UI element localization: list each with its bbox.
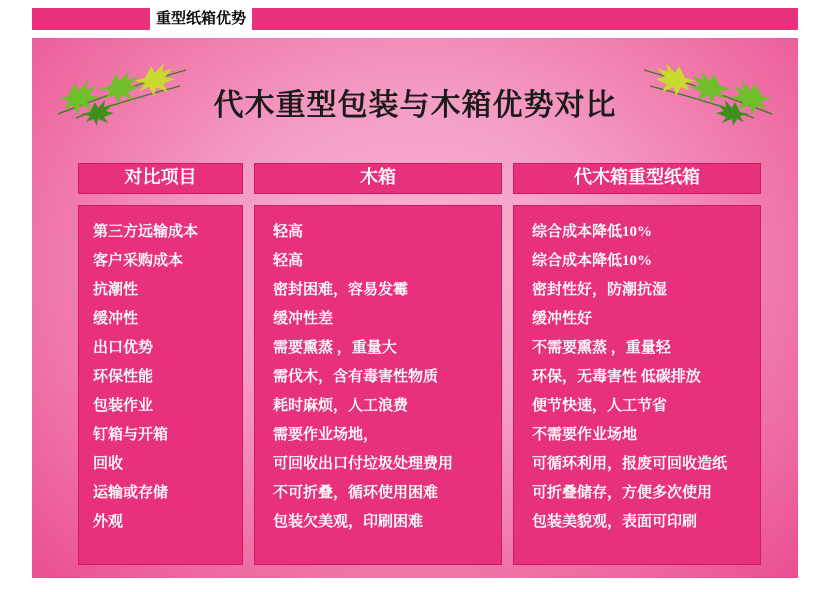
- banner-left-bar: [32, 8, 150, 30]
- column-heavy-duty-carton: [513, 163, 761, 565]
- list-item: 包装作业: [93, 397, 154, 414]
- column-body-wooden-box: [254, 205, 502, 565]
- list-item: 缓冲性好: [532, 310, 593, 327]
- list-item: 可回收出口付垃圾处理费用: [273, 455, 454, 472]
- list-item: 不需要熏蒸 ，重量轻: [532, 339, 671, 356]
- list-item: 回收: [93, 455, 124, 472]
- column-body-heavy-duty-carton: [513, 205, 761, 565]
- list-item: 需要熏蒸 ，重量大: [273, 339, 397, 356]
- banner: [32, 8, 798, 30]
- list-item: 综合成本降低10%: [532, 223, 653, 240]
- list-item: 包装欠美观，印刷困难: [273, 513, 424, 530]
- list-item: 需要作业场地，: [273, 426, 379, 443]
- list-item: 外观: [93, 513, 124, 530]
- list-item: 客户采购成本: [93, 252, 184, 269]
- column-criteria: [78, 163, 243, 565]
- list-item: 环保，无毒害性 低碳排放: [532, 368, 701, 385]
- list-item: 包装美貌观，表面可印刷: [532, 513, 698, 530]
- list-item: 轻高: [273, 252, 304, 269]
- list-item: 综合成本降低10%: [532, 252, 653, 269]
- list-item: 缓冲性差: [273, 310, 334, 327]
- list-item: 不可折叠，循环使用困难: [273, 484, 439, 501]
- column-header-wooden-box: 木箱: [254, 163, 502, 194]
- list-item: 密封困难，容易发霉: [273, 281, 409, 298]
- column-wooden-box: [254, 163, 502, 565]
- comparison-table: [32, 163, 798, 563]
- list-item: 钉箱与开箱: [93, 426, 169, 443]
- list-item: 运输或存储: [93, 484, 169, 501]
- column-header-criteria: 对比项目: [78, 163, 243, 194]
- list-item: 轻高: [273, 223, 304, 240]
- list-item: 第三方远输成本: [93, 223, 199, 240]
- list-item: 出口优势: [93, 339, 154, 356]
- list-item: 可折叠储存，方便多次使用: [532, 484, 713, 501]
- list-item: 不需要作业场地: [532, 426, 638, 443]
- list-item: 环保性能: [93, 368, 154, 385]
- slide-body: [32, 38, 798, 578]
- list-item: 需伐木，含有毒害性物质: [273, 368, 439, 385]
- banner-title: 重型纸箱优势: [150, 8, 252, 30]
- list-item: 耗时麻烦，人工浪费: [273, 397, 409, 414]
- banner-right-bar: [252, 8, 798, 30]
- list-item: 密封性好，防潮抗湿: [532, 281, 668, 298]
- list-item: 便节快速，人工节省: [532, 397, 668, 414]
- column-header-heavy-duty-carton: 代木箱重型纸箱: [513, 163, 761, 194]
- list-item: 缓冲性: [93, 310, 139, 327]
- list-item: 抗潮性: [93, 281, 139, 298]
- column-body-criteria: [78, 205, 243, 565]
- page-title: 代木重型包装与木箱优势对比: [213, 89, 617, 122]
- list-item: 可循环利用，报废可回收造纸: [532, 455, 728, 472]
